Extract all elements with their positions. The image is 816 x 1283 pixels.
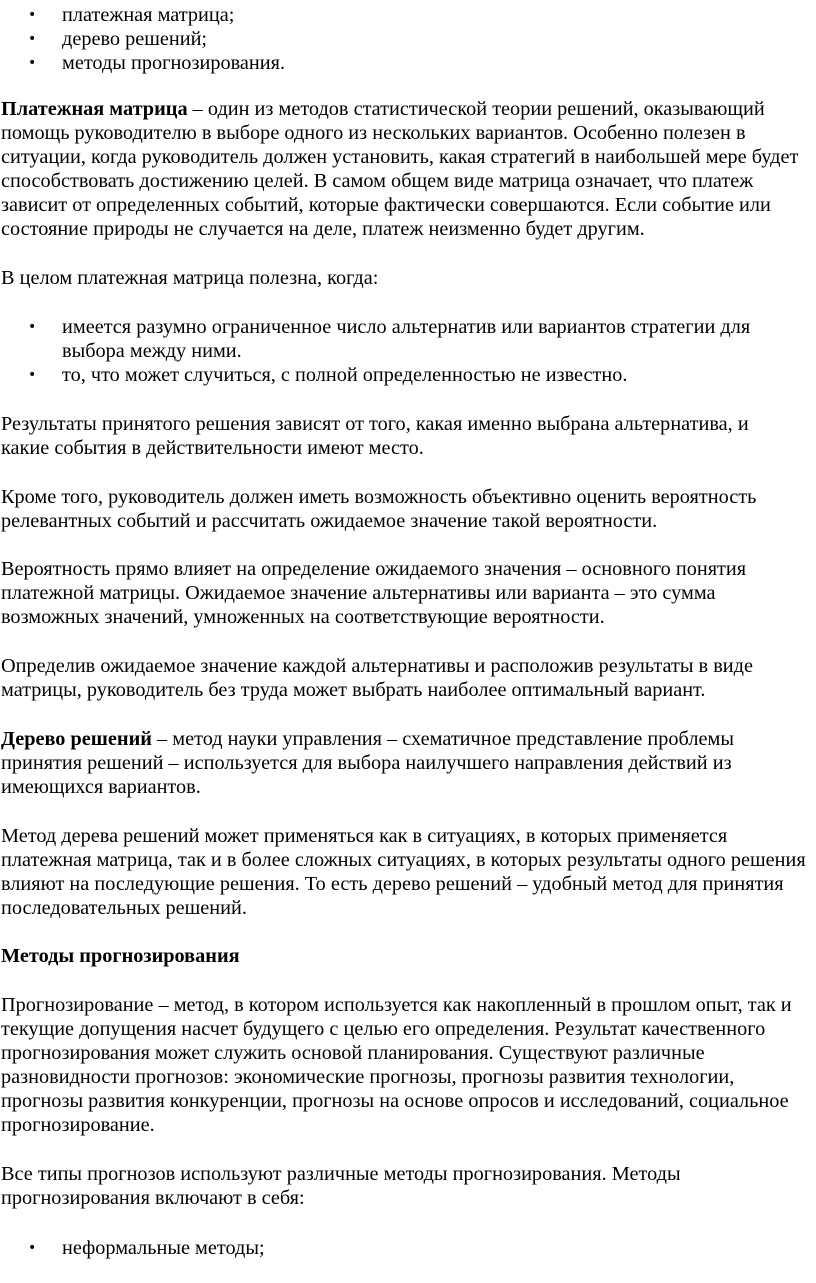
paragraph-payoff-matrix (0, 97, 809, 241)
top-bullet-list (0, 3, 816, 75)
section-heading: Методы прогнозирования (1, 945, 240, 967)
paragraph-besides: Кроме того, руководитель должен иметь возможность объективно оценить вероятность релевантных событий и рассчитать ожидаемое значение такой вероятности. (1, 486, 757, 532)
heading-forecast-methods (0, 944, 801, 968)
paragraph-tree-method: Метод дерева решений может применяться как в ситуациях, в которых применяется платежная матрица, так и в более сложных ситуациях, в которых результаты одного решения влияют на последующие решения. То есть дерево решений – удобный метод для принятия последовательных решений. (1, 825, 806, 919)
list-item: • имеется разумно ограниченное число альтернатив или вариантов стратегии для выбора между ними. (0, 315, 800, 363)
term-decision-tree: Дерево решений (1, 728, 152, 750)
paragraph-text: – один из методов статистической теории решений, оказывающий помощь руководителю в выборе одного из нескольких вариантов. Особенно полезен в ситуации, когда руководитель должен установить, какая стратегий в наибольшей мере будет способствовать достижению целей. В самом общем виде матрица означает, что платеж зависит от определенных событий, которые фактически совершаются. Если событие или состояние природы не случается на деле, платеж неизменно будет другим. (1, 98, 799, 240)
paragraph-decision-tree (0, 727, 801, 799)
list-item: • неформальные методы; (0, 1236, 800, 1260)
paragraph-text: – метод науки управления – схематичное представление проблемы принятия решений – используется для выбора наилучшего направления действий из имеющихся вариантов. (1, 728, 734, 798)
paragraph-results: Результаты принятого решения зависят от того, какая именно выбрана альтернатива, и какие события в действительности имеют место. (1, 413, 749, 459)
paragraph-defining: Определив ожидаемое значение каждой альтернативы и расположив результаты в виде матрицы, руководитель без труда может выбрать наиболее оптимальный вариант. (1, 655, 753, 701)
list-item: • дерево решений; (0, 27, 816, 51)
paragraph-useful-when: В целом платежная матрица полезна, когда: (1, 267, 379, 289)
bottom-bullet-list (0, 1236, 800, 1260)
term-payoff-matrix: Платежная матрица (1, 98, 188, 120)
list-item: • то, что может случиться, с полной определенностью не известно. (0, 363, 800, 387)
paragraph-all-types: Все типы прогнозов используют различные методы прогнозирования. Методы прогнозирования включают в себя: (1, 1163, 681, 1209)
useful-bullet-list (0, 315, 800, 387)
paragraph-probability: Вероятность прямо влияет на определение ожидаемого значения – основного понятия платежной матрицы. Ожидаемое значение альтернативы или варианта – это сумма возможных значений, умноженных на соответствующие вероятности. (1, 558, 747, 628)
list-item: • методы прогнозирования. (0, 51, 816, 75)
paragraph-forecasting: Прогнозирование – метод, в котором используется как накопленный в прошлом опыт, так и текущие допущения насчет будущего с целью его определения. Результат качественного прогнозирования может служить основой планирования. Существуют различные разновидности прогнозов: экономические прогнозы, прогнозы развития технологии, прогнозы развития конкуренции, прогнозы на основе опросов и исследований, социальное прогнозирование. (1, 994, 792, 1136)
list-item: • платежная матрица; (0, 3, 816, 27)
